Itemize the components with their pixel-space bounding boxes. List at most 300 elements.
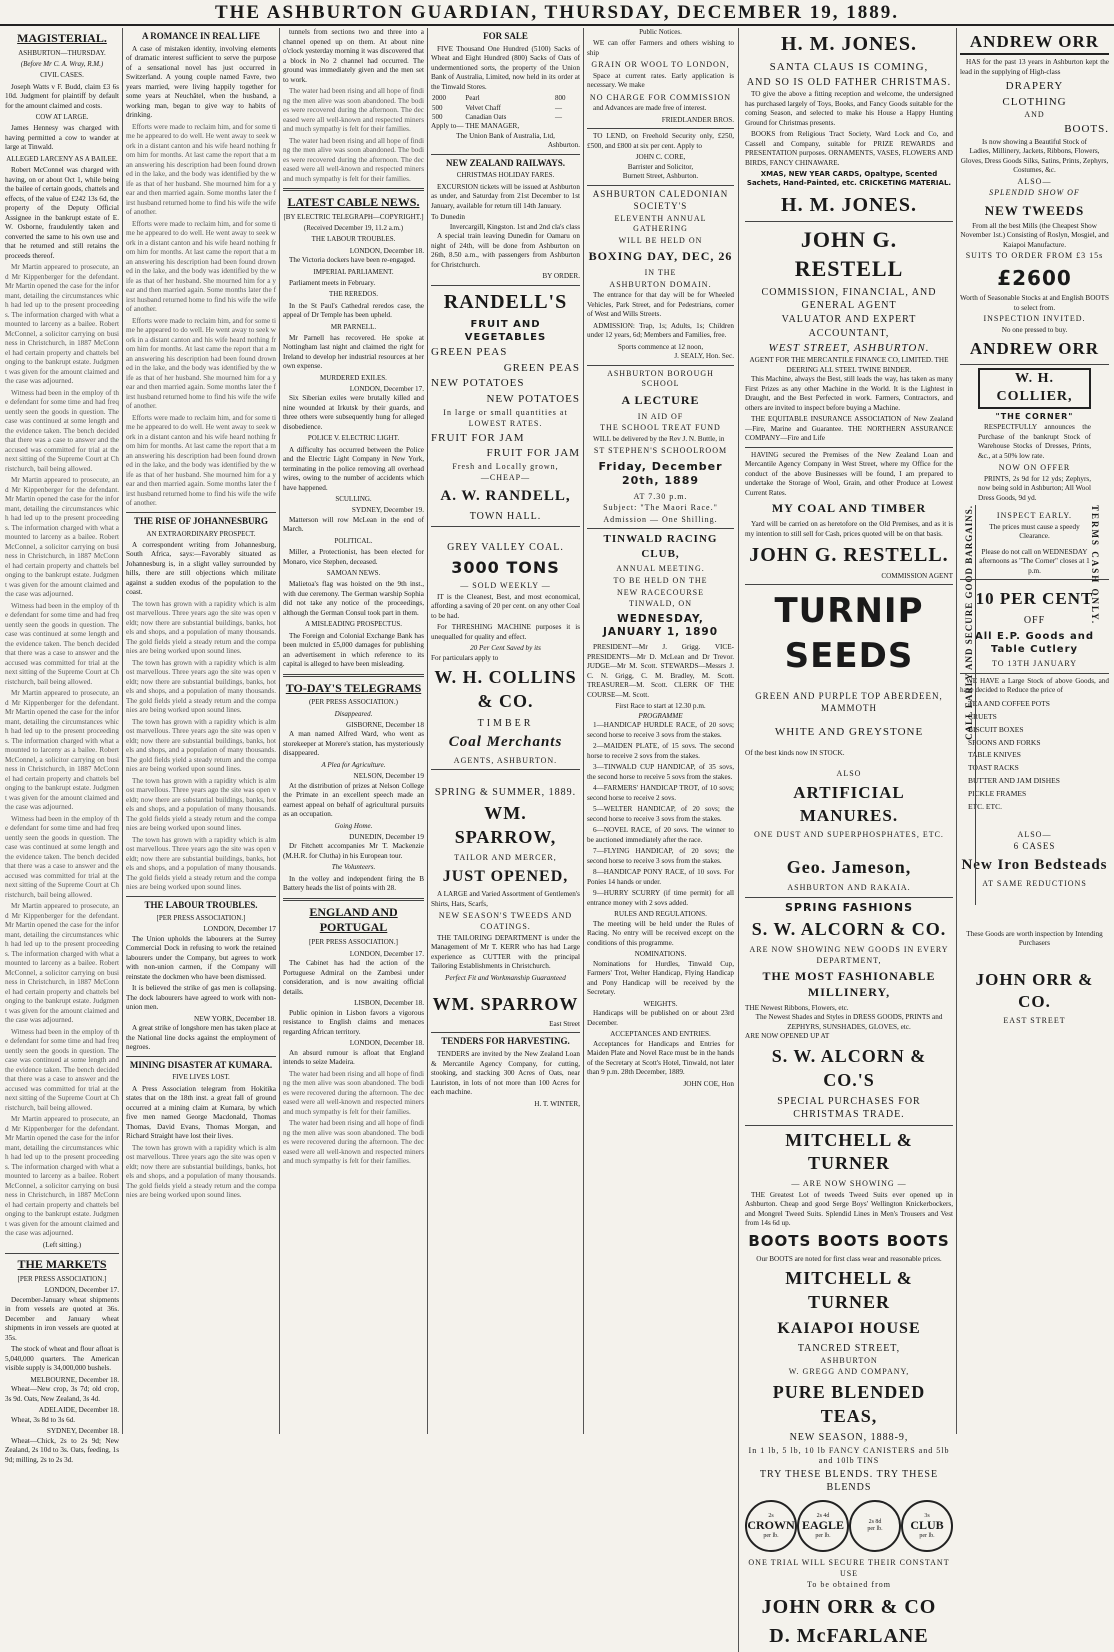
ad-heading: S. W. ALCORN & CO.'S bbox=[771, 1045, 927, 1090]
article-paragraph: The water had been rising and all hope of finding the men alive was soon abandoned. The bodies were recovered during the afternoon. The deceased were all well-known and respected miners and much sympathy is felt for their families. bbox=[283, 1119, 424, 1166]
ad-text: TINWALD, ON bbox=[629, 599, 692, 609]
ad-text: FRUIT FOR JAM bbox=[486, 447, 580, 460]
article-paragraph: Public opinion in Lisbon favors a vigorous resistance to English claims and menaces regarding African territory. bbox=[283, 1008, 424, 1036]
grain-row bbox=[431, 113, 580, 122]
tea-badge bbox=[745, 1500, 797, 1552]
ad-text: AGENT FOR THE MERCANTILE FINANCE CO, LIMITED. THE DEERING ALL STEEL TWINE BINDER. bbox=[749, 356, 949, 374]
race-programme bbox=[587, 721, 734, 908]
article-paragraph: The town has grown with a rapidity which is almost marvellous. Three years ago the site was open veldt; now there are substantial buildings, banks, hotels and shops, and a population of many thousands. The gold fields yield a steady return and the companies are being worked upon sound lines. bbox=[126, 599, 276, 656]
ad-text: JOHN C. CORE, bbox=[635, 153, 686, 162]
section-subtitle: FIVE LIVES LOST. bbox=[172, 1073, 230, 1082]
ad-text: 6 CASES bbox=[1013, 841, 1056, 852]
article-paragraph: The Victoria dockers have been re-engaged. bbox=[289, 256, 416, 265]
ad-text: Ashburton. bbox=[547, 141, 580, 150]
ad-heading: FOR SALE bbox=[483, 31, 528, 41]
article-paragraph: Mr Martin appeared to prosecute, and Mr Kippenberger for the defendant. Mr Martin opened the case for the informant, detailing the circumstances which had led up to the present proceedings. The information charged with what amounted to larceny as a bailee. Robert McConnel, a solicitor carrying on business in Christchurch, in 1887 McConnel had certain property and chattels belonging to the bankrupt estate. Judgment was given for the amount claimed and the case was adjourned. bbox=[5, 689, 119, 811]
article-paragraph: tunnels from sections two and three into a channel opened up on them. At about nine o'clock yesterday morning it was discovered that a block in No 2 channel had occurred. The ground was immediately given and the men set to work. bbox=[283, 28, 424, 84]
race-entry: 3—TINWALD CUP HANDICAP, of 35 sovs, the second horse to receive 5 sovs from the stakes. bbox=[587, 763, 734, 781]
subheading: MURDERED EXILES. bbox=[320, 373, 387, 382]
public-notices bbox=[587, 28, 739, 1652]
ad-text: MY COAL AND TIMBER bbox=[771, 501, 927, 516]
ad-text: All E.P. Goods and Table Cutlery bbox=[974, 630, 1095, 656]
ad-text: HAS for the past 13 years in Ashburton kept the lead in the supplying of High-class bbox=[960, 58, 1109, 76]
ad-text: East Street bbox=[549, 1019, 580, 1028]
ad-text: A. W. RANDELL, bbox=[440, 487, 571, 504]
ad-text: ONE TRIAL WILL SECURE THEIR CONSTANT USE bbox=[748, 1558, 950, 1578]
ad-text: NEW TWEEDS bbox=[984, 202, 1085, 218]
large-advertisements bbox=[745, 28, 953, 1652]
ad-text: WEST STREET, ASHBURTON. bbox=[768, 341, 930, 354]
section-title: THE RISE OF JOHANNESBURG bbox=[134, 515, 268, 526]
ad-text: ARE NOW SHOWING NEW GOODS IN EVERY DEPARTMENT, bbox=[749, 945, 949, 965]
section-subtitle: [BY ELECTRIC TELEGRAPH—COPYRIGHT.] bbox=[283, 212, 424, 221]
column-cable-news bbox=[279, 28, 427, 1434]
ad-text: Admission — One Shilling. bbox=[603, 514, 718, 524]
dateline: LONDON, December 17. bbox=[44, 1286, 119, 1295]
section-subtitle: [PER PRESS ASSOCIATION.] bbox=[17, 1274, 107, 1283]
ad-text: For THRESHING MACHINE purposes it is unequalled for quality and effect. bbox=[431, 623, 580, 641]
tea-badge bbox=[797, 1500, 849, 1552]
ad-text: EAST STREET bbox=[1003, 1016, 1066, 1026]
ad-text: Perfect Fit and Workmanship Guaranteed bbox=[445, 973, 566, 982]
race-entry: 4—FARMERS' HANDICAP TROT, of 10 sovs; second horse to receive 2 sovs. bbox=[587, 784, 734, 802]
article-paragraph: The town has grown with a rapidity which is almost marvellous. Three years ago the site was open veldt; now there are substantial buildings, banks, hotels and shops, and a population of many thousands. The gold fields yield a steady return and the companies are being worked upon sound lines. bbox=[126, 776, 276, 833]
article-paragraph: A difficulty has occurred between the Police and the Electric Light Company in New York, terminating in the police removing all overhead wires, owing to the number of accidents which have happened. bbox=[283, 445, 424, 492]
article-paragraph: The town has grown with a rapidity which is almost marvellous. Three years ago the site was open veldt; now there are substantial buildings, banks, hotels and shops, and a population of many thousands. The gold fields yield a steady return and the companies are being worked upon sound lines. bbox=[126, 658, 276, 715]
ad-text: CLOTHING bbox=[1002, 95, 1067, 108]
section-title: LATEST CABLE NEWS. bbox=[287, 195, 420, 209]
grain-cell: 2000 bbox=[432, 94, 446, 103]
ad-text: The Union Bank of Australia, Ltd, bbox=[456, 131, 555, 140]
section-title: THE MARKETS bbox=[17, 1257, 107, 1271]
dateline: MELBOURNE, December 18. bbox=[30, 1375, 119, 1384]
ad-text: NEW RACECOURSE bbox=[617, 587, 704, 597]
ad-text: New Iron Bedsteads bbox=[961, 857, 1108, 874]
ad-text: THE SCHOOL TREAT FUND bbox=[600, 423, 721, 433]
ad-text: TANCRED STREET, bbox=[797, 1342, 901, 1354]
ad-heading: H. M. JONES. bbox=[781, 193, 917, 216]
ad-text: To be obtained from bbox=[807, 1580, 891, 1590]
dateline: LISBON, December 18. bbox=[354, 999, 424, 1008]
ad-text: BOXING DAY, DEC, 26 bbox=[588, 249, 733, 264]
ad-heading: MITCHELL & TURNER bbox=[785, 1129, 913, 1174]
section-title: A ROMANCE IN REAL LIFE bbox=[141, 31, 260, 41]
article-paragraph: A man named Alfred Ward, who went as storekeeper at Morere's station, has mysteriously disappeared. bbox=[283, 730, 424, 758]
ad-text: TO 13TH JANUARY bbox=[991, 659, 1078, 669]
ad-heading: 10 PER CENT bbox=[975, 589, 1094, 609]
tea-blend-badges bbox=[745, 1500, 953, 1552]
ad-text: BOOKS from Religious Tract Society, Ward Lock and Co, and Cassell and Company, suitable for PRIZE REWARDS and PRESENTATION purposes. ORNAMENTS, VASES, FLOWERS AND BIRDS, FANCY CHINAWARE. bbox=[745, 130, 953, 167]
goods-item: ETC. ETC. bbox=[968, 801, 1002, 811]
goods-list bbox=[960, 699, 1109, 812]
column-romance bbox=[122, 28, 279, 1434]
grain-cell: Pearl bbox=[465, 94, 480, 103]
ad-text: RULES AND REGULATIONS. bbox=[614, 910, 707, 919]
ad-heading: JOHN G. RESTELL. bbox=[749, 544, 949, 567]
ad-text: TENDERS are invited by the New Zealand Loan & Mercantile Agency Company, for cutting, stooking, and stacking 300 Acres of Oats, near Lauriston, in lots of not more than 100 Acres for each machine. bbox=[431, 1050, 580, 1097]
ad-text: GRAIN OR WOOL TO LONDON, bbox=[591, 60, 730, 70]
ad-heading: PURE BLENDED TEAS, bbox=[772, 1381, 926, 1426]
ad-text: £2600 bbox=[997, 265, 1072, 290]
article-paragraph: Witness had been in the employ of the defendant for some time and had frequently seen the goods in question. The case was continued at some length and the evidence taken. The bench decided that there was a case to answer and the accused was committed for trial at the next sitting of the Supreme Court at Christchurch, bail being allowed. bbox=[5, 388, 119, 473]
subheading: POLITICAL. bbox=[334, 536, 373, 545]
article-paragraph: Efforts were made to reclaim him, and for some time he appeared to do well. He went away to seek work in a distant canton and his wife heard nothing from him for months. At last came the report that a man answering his description had been found drowned in the lake, and the body was identified by the wife as that of her husband. She mourned him for a year and then married again. Some months later the first husband returned home to find his wife the wife of another. bbox=[126, 122, 276, 217]
ad-text: D. McFARLANE bbox=[769, 1625, 929, 1648]
article-paragraph: The town has grown with a rapidity which is almost marvellous. Three years ago the site was open veldt; now there are substantial buildings, banks, hotels and shops, and a population of many thousands. The gold fields yield a steady return and the companies are being worked upon sound lines. bbox=[126, 717, 276, 774]
ad-text: Is now showing a Beautiful Stock of bbox=[981, 137, 1087, 146]
ad-subheading: CHRISTMAS HOLIDAY FARES. bbox=[456, 171, 555, 180]
article-paragraph: Mr Parnell has recovered. He spoke at Nottingham last night and claimed the right for Ireland to develop her industrial resources at her own expense. bbox=[283, 333, 424, 371]
article-paragraph: The water had been rising and all hope of finding the men alive was soon abandoned. The bodies were recovered during the afternoon. The deceased were all well-known and respected miners and much sympathy is felt for their families. bbox=[283, 87, 424, 133]
ad-text: Handicaps will be published on or about 23rd December. bbox=[587, 1009, 734, 1027]
race-entry: 9—HURRY SCURRY (if time permit) for all entrance money with 2 sovs added. bbox=[587, 889, 734, 907]
article-paragraph: Wheat—New crop, 3s 7d; old crop, 3s 9d. Oats, New Zealand, 3s 4d. bbox=[5, 1385, 119, 1403]
ad-heading: ASHBURTON CALEDONIAN SOCIETY'S bbox=[592, 188, 729, 211]
ad-text: TO give the above a fitting reception and welcome, the undersigned has purchased largely of Toys, Books, and Fancy Goods suitable for the coming Season, and selected to make his House a Happy Hunting Ground for Christmas presents. bbox=[745, 90, 953, 127]
article-paragraph: Joseph Watts v F. Budd, claim £3 6s 10d. Judgment for plaintiff by default for the amount claimed and costs. bbox=[5, 82, 119, 110]
ad-text: NEW POTATOES bbox=[431, 377, 525, 390]
section-subtitle: ASHBURTON—THURSDAY. bbox=[18, 48, 106, 57]
badge-price: 2s bbox=[768, 1512, 774, 1519]
ad-text: FIVE Thousand One Hundred (5100) Sacks of Wheat and Eight Hundred (800) Sacks of Oats of undermentioned sorts, the property of the Union Bank of Australia, Limited, now held in its order at the Tinwald Stores. bbox=[431, 44, 580, 91]
ad-text: SUITS TO ORDER FROM £3 15s bbox=[965, 251, 1104, 261]
article-paragraph: The Foreign and Colonial Exchange Bank has been mulcted in £5,000 damages for publishing an advertisement in which reference to its capital is alleged to have been misleading. bbox=[283, 631, 424, 669]
race-entry: 1—HANDICAP HURDLE RACE, of 20 sovs; second horse to receive 3 sovs from the stakes. bbox=[587, 721, 734, 739]
article-paragraph: Matterson will row McLean in the end of March. bbox=[283, 515, 424, 534]
goods-item: SPOONS AND FORKS bbox=[968, 737, 1041, 747]
ad-text: VALUATOR AND EXPERT ACCOUNTANT, bbox=[781, 314, 917, 339]
ad-text: Of the best kinds now IN STOCK. bbox=[745, 749, 845, 758]
ad-text: PRINTS, 2s 9d for 12 yds; Zephyrs, now being sold in Ashburton; All Wool Dress Goods, 9d yd. bbox=[978, 474, 1091, 502]
ad-text: ALSO— bbox=[1017, 829, 1052, 839]
grain-row bbox=[431, 104, 580, 113]
subheading: SAMOAN NEWS. bbox=[326, 569, 381, 578]
grain-cell: Velvet Chaff bbox=[465, 103, 501, 112]
section-title: ENGLAND AND PORTUGAL bbox=[309, 904, 398, 935]
badge-name: EAGLE bbox=[801, 1518, 844, 1533]
ad-heading: Public Notices. bbox=[639, 28, 682, 36]
article-paragraph: Efforts were made to reclaim him, and for some time he appeared to do well. He went away to seek work in a distant canton and his wife heard nothing from him for months. At last came the report that a man answering his description had been found drowned in the lake, and the body was identified by the wife as that of her husband. She mourned him for a year and then married again. Some months later the first husband returned home to find his wife the wife of another. bbox=[126, 316, 276, 411]
dateline: LONDON, December 17. bbox=[349, 384, 424, 393]
ad-text: TIMBER bbox=[477, 717, 534, 729]
subheading: THE REREDOS. bbox=[329, 290, 378, 299]
race-entry: 7—FLYING HANDICAP, of 20 sovs; the second horse to receive 3 sovs from the stakes. bbox=[587, 847, 734, 865]
ad-text: NEW SEASON'S TWEEDS AND COATINGS. bbox=[438, 911, 573, 931]
ad-heading: TURNIP SEEDS bbox=[774, 591, 924, 676]
ad-text: WE can offer Farmers and others wishing to ship bbox=[587, 39, 734, 57]
article-paragraph: Dr Fitchett accompanies Mr T. Mackenzie (M.H.R. for Clutha) in his European tour. bbox=[283, 842, 424, 860]
ad-heading: TENDERS FOR HARVESTING. bbox=[441, 1036, 570, 1047]
ad-text: Nominations for Hurdles, Tinwald Cup, Farmers' Trot, Welter Handicap, Flying Handicap and Pony Handicap will be received by the Secretary. bbox=[587, 959, 734, 997]
article-paragraph: Witness had been in the employ of the defendant for some time and had frequently seen the goods in question. The case was continued at some length and the evidence taken. The bench decided that there was a case to answer and the accused was committed for trial at the next sitting of the Supreme Court at Christchurch, bail being allowed. bbox=[5, 601, 119, 686]
ad-text: Yard will be carried on as heretofore on the Old Premises, and as it is my intention to still sell for Cash, prices quoted will be on that basis. bbox=[745, 520, 953, 538]
ad-text: SPECIAL PURCHASES FOR CHRISTMAS TRADE. bbox=[777, 1096, 921, 1121]
subheading: A MISLEADING PROSPECTUS. bbox=[304, 620, 403, 629]
ad-text: JOHN COE, Hon bbox=[683, 1079, 734, 1088]
ad-text: WILL be delivered by the Rev J. N. Buttle, in bbox=[593, 434, 725, 443]
ad-heading: ANDREW ORR bbox=[969, 339, 1100, 359]
ad-text: Apply to— THE MANAGER, bbox=[431, 122, 520, 131]
ad-text: OFF bbox=[1023, 614, 1046, 626]
subheading: A Plea for Agriculture. bbox=[321, 760, 386, 769]
ad-text: To Dunedin bbox=[431, 213, 466, 222]
ad-text: THE EQUITABLE INSURANCE ASSOCIATION of New Zealand—Fire, Marine and Guarantee. THE NORTHERN ASSURANCE COMPANY—Fire and Life bbox=[745, 415, 953, 443]
badge-price: 2s 4d bbox=[816, 1512, 830, 1519]
ad-text: ELEVENTH ANNUAL GATHERING bbox=[614, 213, 707, 234]
section-title: MAGISTERIAL. bbox=[17, 31, 107, 45]
ad-text: THE TAILORING DEPARTMENT is under the Management of Mr T. KERR who has had Large experience as CUTTER with the principal Tailoring Establishments in Christchurch. bbox=[431, 933, 580, 971]
ad-text: Worth of Seasonable Stocks at and English BOOTS to select from. bbox=[960, 294, 1109, 312]
ad-heading: TINWALD RACING CLUB, bbox=[603, 533, 718, 560]
badge-unit: per lb. bbox=[815, 1532, 831, 1539]
badge-unit: per lb. bbox=[763, 1532, 779, 1539]
ad-text: WE HAVE a Large Stock of above Goods, and have decided to Reduce the price of bbox=[960, 676, 1109, 695]
article-paragraph: At the distribution of prizes at Nelson College the Primate in an excellent speech made an earnest appeal on behalf of agricultural pursuits as an occupation. bbox=[283, 781, 424, 819]
ad-text: AGENTS, ASHBURTON. bbox=[453, 755, 558, 765]
ad-heading: JOHN G. RESTELL bbox=[794, 226, 904, 281]
ad-text: Space at current rates. Early application is necessary. We make bbox=[587, 71, 734, 90]
grain-cell: — bbox=[554, 103, 562, 112]
badge-name: CLUB bbox=[910, 1518, 944, 1533]
dateline: LONDON, December 17 bbox=[203, 925, 276, 934]
ad-text: ASHBURTON bbox=[820, 1355, 878, 1365]
ad-text: TO LEND, on Freehold Security only, £250, £500, and £800 at six per cent. Apply to bbox=[587, 132, 734, 150]
ad-text: Ladies, Millinery, Jackets, Ribbons, Flowers, Gloves, Dress Goods Silks, Satins, Prints, Zephyrs, Costumes, &c. bbox=[960, 147, 1109, 175]
ad-text: BOOTS BOOTS BOOTS bbox=[748, 1231, 950, 1250]
ad-text: XMAS, NEW YEAR CARDS, Opaltype, Scented Sachets, Hand-Painted, etc. CRICKETING MATERIAL. bbox=[746, 170, 952, 188]
ad-text: Subject: "The Maori Race." bbox=[603, 503, 718, 513]
ad-text: GREEN AND PURPLE TOP ABERDEEN, MAMMOTH bbox=[755, 690, 943, 713]
ad-text: First Race to start at 12.30 p.m. bbox=[615, 702, 706, 711]
ad-text: PRESIDENT—Mr J. Grigg. VICE-PRESIDENTS—Mr D. McLean and Dr Trevor. JUDGE—Mr M. Scott. STEWARDS—Messrs J. C. N. Grigg, C. M. Bradley, M. Scott. TREASURER—M. Scott. CLERK OF THE COURSE—M. Scott. bbox=[587, 643, 734, 699]
goods-item: TABLE KNIVES bbox=[968, 750, 1021, 760]
ad-text: SPRING & SUMMER, 1889. bbox=[434, 787, 577, 799]
dateline: GISBORNE, December 18 bbox=[345, 720, 424, 729]
ad-text: TOWN HALL. bbox=[469, 510, 542, 522]
ad-heading: JOHN ORR & CO. bbox=[975, 969, 1094, 1012]
ad-text: THE Newest Ribbons, Flowers, etc. bbox=[745, 1003, 849, 1012]
article-paragraph: December-January wheat shipments in from vessels are quoted at 36s. December and January wheat shipments in iron vessels are quoted at 35s. bbox=[5, 1295, 119, 1342]
magistrate-line: (Before Mr C. A. Wray, R.M.) bbox=[20, 60, 104, 69]
ad-text: TAILOR AND MERCER, bbox=[454, 852, 557, 862]
dateline: SYDNEY, December 18. bbox=[46, 1427, 119, 1436]
grain-cell: 500 bbox=[432, 112, 443, 121]
ad-text: A special train leaving Dunedin for Oamaru on night of 24th, will be done from Ashburton on 26th, 8.50 a.m., with passengers from Ashburton for Christchurch. bbox=[431, 232, 580, 269]
ad-heading: ANDREW ORR bbox=[960, 31, 1109, 55]
dateline: NEW YORK, December 18. bbox=[193, 1014, 276, 1023]
subheading: THE LABOUR TROUBLES. bbox=[311, 235, 396, 244]
column-andrew-orr bbox=[956, 28, 1112, 1434]
subheading: Going Home. bbox=[334, 821, 373, 830]
dateline: LONDON, December 17. bbox=[349, 949, 424, 958]
article-paragraph: Mr Martin appeared to prosecute, and Mr Kippenberger for the defendant. Mr Martin opened the case for the informant, detailing the circumstances which had led up to the present proceedings. The information charged with what amounted to larceny as a bailee. Robert McConnel, a solicitor carrying on business in Christchurch, in 1887 McConnel had certain property and chattels belonging to the bankrupt estate. Judgment was given for the amount claimed and the case was adjourned. bbox=[5, 902, 119, 1024]
ad-text: IN THE bbox=[644, 268, 677, 278]
ad-text: Acceptances for Handicaps and Entries for Maiden Plate and Novel Race must be in the hands of the Secretary at Scott's Hotel, Tinwald, not later than 9 p.m. 28th December, 1889. bbox=[587, 1039, 734, 1077]
ad-text: IN AID OF bbox=[637, 411, 684, 421]
section-title: THE LABOUR TROUBLES. bbox=[144, 899, 258, 910]
article-paragraph: It is believed the strike of gas men is collapsing. The dock labourers have agreed to work with non-union men. bbox=[126, 984, 276, 1012]
ad-text: WEDNESDAY, JANUARY 1, 1890 bbox=[602, 612, 719, 639]
article-paragraph: The water had been rising and all hope of finding the men alive was soon abandoned. The bodies were recovered during the afternoon. The deceased were all well-known and respected miners and much sympathy is felt for their families. bbox=[283, 136, 424, 183]
ad-text: WEIGHTS. bbox=[643, 999, 678, 1008]
grain-cell: Canadian Oats bbox=[465, 112, 507, 121]
ad-text: H. T. WINTER, bbox=[534, 1099, 580, 1108]
ad-text: GREEN PEAS bbox=[431, 346, 508, 359]
ad-text: TRY THESE BLENDS. TRY THESE BLENDS bbox=[759, 1468, 939, 1493]
ad-heading: S. W. ALCORN & CO. bbox=[751, 919, 947, 940]
section-title: TO-DAY'S TELEGRAMS bbox=[285, 680, 422, 695]
vertical-banner bbox=[964, 505, 976, 905]
ad-text: The prices must cause a speedy Clearance. bbox=[989, 522, 1080, 541]
article-paragraph: In the St Paul's Cathedral reredos case, the appeal of Dr Temple has been upheld. bbox=[283, 301, 424, 319]
goods-item: BISCUIT BOXES bbox=[968, 724, 1024, 734]
section-subtitle: [PER PRESS ASSOCIATION.] bbox=[156, 913, 246, 922]
ad-text: JOHN ORR & CO bbox=[761, 1595, 937, 1618]
ad-text: COMMISSION, FINANCIAL, AND GENERAL AGENT bbox=[761, 287, 937, 312]
ad-text: EXCURSION tickets will be issued at Ashburton as under, and Saturday from 21st December to 1st January, available for return till 14th January. bbox=[431, 182, 580, 210]
race-entry: 5—WELTER HANDICAP, of 20 sovs; the second horse to receive 3 sovs from the stakes. bbox=[587, 805, 734, 823]
article-paragraph: Efforts were made to reclaim him, and for some time he appeared to do well. He went away to seek work in a distant canton and his wife heard nothing from him for months. At last came the report that a man answering his description had been found drowned in the lake, and the body was identified by the wife as that of her husband. She mourned him for a year and then married again. Some months later the first husband returned home to find his wife the wife of another. bbox=[126, 413, 276, 508]
ad-text: IT is the Cleanest, Best, and most economical, affording a saving of 20 per cent. on any other Coal to be had. bbox=[431, 592, 580, 620]
article-paragraph: Efforts were made to reclaim him, and for some time he appeared to do well. He went away to seek work in a distant canton and his wife heard nothing from him for months. At last came the report that a man answering his description had been found drowned in the lake, and the body was identified by the wife as that of her husband. She mourned him for a year and then married again. Some months later the first husband returned home to find his wife the wife of another. bbox=[126, 219, 276, 314]
dateline: SYDNEY, December 19. bbox=[351, 506, 424, 515]
grain-cell: — bbox=[554, 112, 562, 121]
article-paragraph: Parliament meets in February. bbox=[289, 278, 376, 287]
subheading: The Volunteers. bbox=[331, 863, 376, 872]
vertical-text: TERMS CASH ONLY. bbox=[1090, 505, 1100, 626]
ad-text: WILL BE HELD ON bbox=[618, 235, 703, 245]
ad-text: BOOTS. bbox=[1064, 123, 1109, 136]
article-paragraph: The town has grown with a rapidity which is almost marvellous. Three years ago the site was open veldt; now there are substantial buildings, banks, hotels and shops, and a population of many thousands. The gold fields yield a steady return and the companies are being worked upon sound lines. bbox=[126, 835, 276, 892]
race-entry: 2—MAIDEN PLATE, of 15 sovs. The second horse to receive 2 sovs from the stakes. bbox=[587, 742, 734, 760]
article-paragraph: Malietoa's flag was hoisted on the 9th inst., with due ceremony. The German warship Sophia did not take any notice of the proceedings, although the German Consul took part in them. bbox=[283, 580, 424, 617]
left-sitting-note: (Left sitting.) bbox=[42, 1240, 82, 1249]
race-entry: 6—NOVEL RACE, of 20 sovs. The winner to be auctioned immediately after the race. bbox=[587, 826, 734, 844]
badge-name: CROWN bbox=[747, 1518, 795, 1533]
article-paragraph: James Hennesy was charged with having permitted a cow to wander at large at Tinwald. bbox=[5, 124, 119, 152]
ad-text: This Machine, always the Best, still leads the way, has taken as many First Prizes as any other Machine in the World. It is the Lightest in Draught, and the Best Perfected in work. Farmers, Contractors, and others are invited to inspect before buying a Machine. bbox=[745, 375, 953, 412]
ad-text: TO BE HELD ON THE bbox=[613, 575, 708, 585]
ad-text: Please do not call on WEDNESDAY afternoons as "The Corner" closes at 1 p.m. bbox=[979, 547, 1090, 575]
ad-text: In large or small quantities at bbox=[443, 407, 568, 417]
ad-text: ARE NOW OPENED UP AT bbox=[745, 1032, 830, 1041]
ad-text: NEW SEASON, 1888-9, bbox=[789, 1432, 909, 1444]
ad-text: — ARE NOW SHOWING — bbox=[791, 1179, 907, 1189]
section-title: MINING DISASTER AT KUMARA. bbox=[129, 1059, 273, 1070]
grain-row bbox=[431, 94, 580, 103]
section-subtitle: [PER PRESS ASSOCIATION.] bbox=[309, 938, 398, 947]
ad-text: ANNUAL MEETING. bbox=[616, 564, 705, 574]
dateline: LONDON, December 18. bbox=[349, 246, 424, 255]
article-paragraph: Six Siberian exiles were brutally killed and nine wounded at Irkutsk by their guards, and three others were subsequently hung for alleged disobedience. bbox=[283, 394, 424, 431]
ad-text: ALSO bbox=[836, 768, 862, 778]
received-line: (Received December 19, 11.2 a.m.) bbox=[303, 224, 404, 233]
ad-text: FRUIT AND VEGETABLES bbox=[464, 319, 547, 344]
dateline: DUNEDIN, December 19 bbox=[349, 832, 424, 841]
article-paragraph: In the volley and independent firing the B Battery heads the list of points with 28. bbox=[283, 874, 424, 893]
ad-text: SPLENDID SHOW OF bbox=[989, 188, 1080, 198]
ad-text: J. SEALY, Hon. Sec. bbox=[674, 352, 734, 361]
ad-text: Friday, December 20th, 1889 bbox=[598, 459, 723, 488]
ad-heading: NEW ZEALAND RAILWAYS. bbox=[446, 157, 565, 168]
subheading: POLICE V. ELECTRIC LIGHT. bbox=[307, 434, 400, 443]
race-entry: 8—HANDICAP PONY RACE, of 10 sovs. For Ponies 14 hands or under. bbox=[587, 868, 734, 886]
ad-text: WM. SPARROW, bbox=[454, 803, 557, 848]
article-paragraph: Mr Martin appeared to prosecute, and Mr Kippenberger for the defendant. Mr Martin opened the case for the informant, detailing the circumstances which had led up to the present proceedings. The information charged with what amounted to larceny as a bailee. Robert McConnel, a solicitor carrying on business in Christchurch, in 1887 McConnel had certain property and chattels belonging to the bankrupt estate. Judgment was given for the amount claimed and the case was adjourned. bbox=[5, 1115, 119, 1237]
article-paragraph: An absurd rumour is afloat that England intends to seize Madeira. bbox=[283, 1048, 424, 1067]
goods-item: TEA AND COFFEE POTS bbox=[968, 698, 1050, 708]
ad-text: FRIEDLANDER BROS. bbox=[661, 115, 734, 124]
ad-heading: ASHBURTON BOROUGH SCHOOL bbox=[607, 368, 714, 389]
ad-text: ASHBURTON AND RAKAIA. bbox=[787, 883, 911, 893]
ad-text: NO CHARGE FOR COMMISSION bbox=[589, 92, 732, 102]
tea-badge bbox=[849, 1500, 901, 1552]
badge-unit: per lb. bbox=[919, 1532, 935, 1539]
ad-text: AND bbox=[1024, 110, 1045, 120]
ad-text: Our BOOTS are noted for first class wear and reasonable prices. bbox=[756, 1254, 942, 1263]
ad-text: GREEN PEAS bbox=[503, 361, 580, 374]
goods-item: BUTTER AND JAM DISHES bbox=[968, 776, 1060, 786]
article-paragraph: Witness had been in the employ of the defendant for some time and had frequently seen the goods in question. The case was continued at some length and the evidence taken. The bench decided that there was a case to answer and the accused was committed for trial at the next sitting of the Supreme Court at Christchurch, bail being allowed. bbox=[5, 814, 119, 899]
article-paragraph: Robert McConnel was charged with having, on or about Oct 1, while being the bailee of certain goods, chattels and effects, of the value of £242 13s 6d, the property of the Deputy Official Assignee in the bankrupt estate of E. W. Osborne, fraudulently taken and converted the same to his own use and that he returned and still retains the proceeds thereof. bbox=[5, 166, 119, 260]
article-paragraph: The stock of wheat and flour afloat is 5,040,000 quarters. The American visible supply is 34,000,000 bushels. bbox=[5, 1345, 119, 1373]
dateline: ADELAIDE, December 18. bbox=[38, 1406, 119, 1415]
ad-text: WHITE AND GREYSTONE bbox=[774, 725, 924, 738]
grain-cell: 800 bbox=[554, 94, 566, 103]
badge-price: 3s bbox=[924, 1512, 930, 1519]
ad-text: PROGRAMME bbox=[638, 711, 683, 720]
ad-text: From all the best Mills (the Cheapest Show November 1st.) Consisting of Roslyn, Mosgiel, and Kaiapoi Manufacture. bbox=[960, 221, 1109, 249]
article-paragraph: A case of mistaken identity, involving elements of dramatic interest sufficient to serve the purpose of a sensational novel has just occurred in Switzerland. A young couple named Favre, two years married, were living happily together for some years at Neuchâtel, when the husband, a working man, began to give way to habits of drinking. bbox=[126, 44, 276, 120]
ad-text: Fresh and Locally grown, bbox=[452, 461, 559, 471]
ad-text: DRAPERY bbox=[1005, 80, 1064, 93]
ad-text: ASHBURTON DOMAIN. bbox=[609, 279, 712, 289]
section-subtitle: AN EXTRAORDINARY PROSPECT. bbox=[146, 529, 256, 538]
tea-badge bbox=[901, 1500, 953, 1552]
subheading: MR PARNELL. bbox=[330, 322, 377, 331]
ad-text: BY ORDER. bbox=[542, 272, 580, 281]
ad-text: ARTIFICIAL MANURES. bbox=[793, 783, 905, 825]
article-paragraph: Witness had been in the employ of the defendant for some time and had frequently seen the goods in question. The case was continued at some length and the evidence taken. The bench decided that there was a case to answer and the accused was committed for trial at the next sitting of the Supreme Court at Christchurch, bail being allowed. bbox=[5, 1027, 119, 1112]
ad-text: —CHEAP— bbox=[480, 473, 531, 483]
ad-text: SANTA CLAUS IS COMING, bbox=[769, 61, 929, 74]
article-paragraph: The Union upholds the labourers at the Surrey Commercial Dock in refusing to work the retained labourers under the Company, but agrees to work with non-union carmen, if the Company will reinstate the dockmen who have been dismissed. bbox=[126, 934, 276, 981]
article-paragraph: A correspondent writing from Johannesburg, South Africa, says:—Favorably situated as Johannesburg is, in a slight valley surrounded by hills, there are still objections which militate against a sudden exodus of the population to the coast. bbox=[126, 540, 276, 597]
ad-text: In 1 lb, 5 lb, 10 lb FANCY CANISTERS and 5lb and 10lb TINS bbox=[748, 1445, 950, 1466]
ad-text: NOMINATIONS. bbox=[634, 950, 687, 959]
ad-text: ALSO— bbox=[1017, 176, 1052, 186]
ad-text: ACCEPTANCES AND ENTRIES. bbox=[610, 1030, 711, 1039]
ad-text: For particulars apply to bbox=[431, 653, 499, 662]
subheading: CIVIL CASES. bbox=[40, 71, 84, 80]
ad-text: A LARGE and Varied Assortment of Gentlemen's Shirts, Hats, Scarfs, bbox=[431, 890, 580, 908]
ad-heading: W. H. COLLIER, bbox=[978, 368, 1091, 409]
grain-cell: 500 bbox=[432, 103, 443, 112]
article-paragraph: The town has grown with a rapidity which is almost marvellous. Three years ago the site was open veldt; now there are substantial buildings, banks, hotels and shops, and a population of many thousands. The gold fields yield a steady return and the companies are being worked upon sound lines. bbox=[126, 1143, 276, 1200]
article-paragraph: The Cabinet has had the action of the Portuguese Admiral on the Zambesi under consideration, and is now awaiting official details. bbox=[283, 959, 424, 996]
ad-text: AT 7.30 p.m. bbox=[633, 491, 688, 501]
randell-heading: RANDELL'S bbox=[443, 290, 568, 313]
vertical-text: CALL EARLY AND SECURE GOOD BARGAINS. bbox=[964, 505, 974, 740]
ad-text: These Goods are worth inspection by Intending Purchasers bbox=[966, 929, 1103, 948]
ad-text: JUST OPENED, bbox=[442, 868, 569, 886]
ad-text: W. GREGG AND COMPANY, bbox=[788, 1367, 910, 1377]
ad-text: The entrance for that day will be for Wheeled Vehicles, Park Street, and for Pedestrians, corner of West and Wills Streets. bbox=[587, 291, 734, 319]
ad-text: 3000 TONS bbox=[451, 557, 560, 577]
goods-item: CRUETS bbox=[968, 711, 997, 721]
ad-text: A LECTURE bbox=[621, 392, 700, 407]
ad-text: INSPECT EARLY. bbox=[996, 511, 1073, 521]
